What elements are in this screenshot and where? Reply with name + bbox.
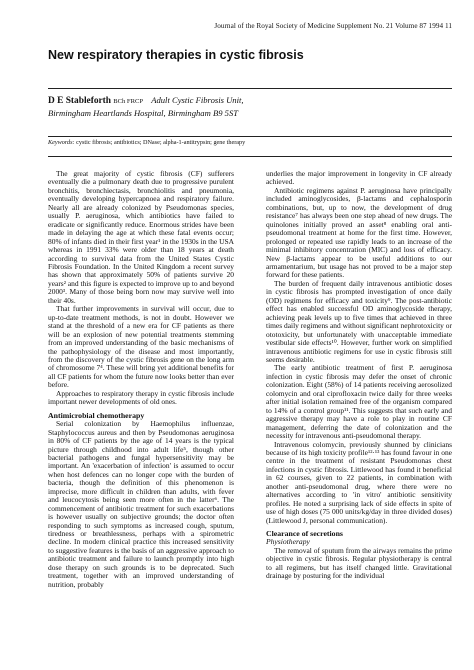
article-title: New respiratory therapies in cystic fibrosis [48,48,304,62]
left-paragraph-1: The great majority of cystic fibrosis (CF) sufferers eventually die a pulmonary death due to progressive purulent bronchitis, bronchiectasis, bronchiolitis and pneumonia, eventually developing hypercapnoea and respiratory failure. Nearly all are already colonized by Pseudomonas species, usually P. aeruginosa, which antibiotics have failed to eradicate or significantly reduce. Enormous strides have been made in delaying the age at which these fatal events occur; 80% of infants died in their first year¹ in the 1930s in the USA whereas in 1991 33% were older than 18 years at death according to survival data from the United States Cystic Fibrosis Foundation. In the United Kingdom a recent survey has shown that approximately 50% of patients survive 20 years² and this figure is expected to improve up to and beyond 2000³. Many of those being born now may survive well into their 40s. [48,169,234,305]
subsection-heading-physiotherapy: Physiotherapy [266,537,310,547]
divider-top [48,88,452,89]
author-qualifications: BCh FRCP [113,98,144,105]
right-paragraph-2: Antibiotic regimens against P. aeruginosa have principally included aminoglycosides, β-lactams and cephalosporin combinations, but, up to now, the development of drug resistance⁷ has always been one step ahead of new drugs. The quinolones initially proved an asset⁸ enabling oral anti-pseudomonal treatment at home for the first time. However, prolonged or repeated use rapidly leads to an increase of the minimal inhibitory concentration (MIC) and loss of efficacy. New β-lactams appear to be useful additions to our armamentarium, but usage has not proved to be a major step forward for these patients. [266,185,452,280]
right-paragraph-5: Intravenous colomycin, previously shunned by clinicians because of its high toxicity profile¹²·¹³ has found favour in one centre in the treatment of resistant Pseudomonas chest infections in cystic fibrosis. Littlewood has found it beneficial in 62 courses, given to 22 patients, in combination with another anti-pseudomonal drug, where there were no alternatives according to 'in vitro' antibiotic sensitivity profiles. He noted a surprising lack of side effects in spite of use of high doses (75 000 units/kg/day in three divided doses) (Littlewood J, personal communication). [266,439,452,525]
right-paragraph-3: The burden of frequent daily intravenous antibiotic doses in cystic fibrosis has prompted investigation of once daily (OD) regimens for efficacy and toxicity⁹. The post-antibiotic effect has enabled successful OD aminoglycoside therapy, achieving peak levels up to five times that achieved in three times daily regimens and without significant nephrotoxicity or ototoxicity, but unfortunately with unacceptable immediate vestibular side effects¹⁰. However, further work on simplified intravenous antibiotic regimens for use in cystic fibrosis still seems desirable. [266,278,452,364]
body-column-left [48,170,234,589]
keywords-label: Keywords: [48,139,75,146]
keywords-line [48,139,245,146]
body-column-right [266,170,452,581]
author-name: D E Stableforth [48,96,112,106]
left-paragraph-4: Serial colonization by Haemophilus influenzae, Staphylococcus aureus and then by Pseudomonas aeruginosa in 80% of CF patients by the age of 14 years is the typical picture through childhood into adult life⁵, though other bacterial pathogens and fungal hypersensitivity may be important. An 'exacerbation of infection' is assumed to occur when host defences can no longer cope with the burden of bacteria, though the definition of this phenomenon is imprecise, more difficult in children than adults, with fever and leucocytosis being seen more often in the latter⁶. The commencement of antibiotic treatment for such exacerbations is however usually on subjective grounds; the doctor often responding to such symptoms as increased cough, sputum, tiredness or breathlessness, perhaps with a spirometric decline. In modern clinical practice this increased sensitivity to suggestive features is the basis of an aggressive approach to antibiotic treatment and failure to launch promptly into high dose therapy on such grounds is to be deprecated. Such treatment, together with an improved understanding of nutrition, probably [48,419,234,589]
right-paragraph-1: underlies the major improvement in longevity in CF already achieved. [266,169,452,187]
running-head: Journal of the Royal Society of Medicine Supplement No. 21 Volume 87 1994 11 [214,22,452,30]
section-heading-antimicrobial: Antimicrobial chemotherapy [48,410,145,420]
affiliation-line-2: Birmingham Heartlands Hospital, Birmingham B9 5ST [48,107,239,118]
keywords-list: cystic fibrosis; antibiotics; DNase; alpha-1-antitrypsin; gene therapy [76,139,246,146]
author-block [48,95,244,119]
right-paragraph-6: The removal of sputum from the airways remains the prime objective in cystic fibrosis. Regular physiotherapy is central to all regimens, but has itself changed little. Gravitational drainage by posturing for the individual [266,545,452,581]
left-paragraph-2: That further improvements in survival will occur, due to up-to-date treatment methods, is not in doubt. However we stand at the threshold of a new era for CF patients as there will be an explosion of new potential treatments stemming from an improved understanding of the basic mechanisms of the pathophysiology of the disease and most importantly, from the discovery of the cystic fibrosis gene on the long arm of chromosome 7⁴. These will bring yet additional benefits for all CF patients for whom the future now looks better than ever before. [48,304,234,390]
right-paragraph-4: The early antibiotic treatment of first P. aeruginosa infection in cystic fibrosis may defer the onset of chronic colonization. Eight (58%) of 14 patients receiving aerosolized colomycin and oral ciprofloxacin twice daily for three weeks after initial isolation remained free of the organism compared to 14% of a control group¹¹. This suggests that such early and aggressive therapy may have a role to play in routine CF management, deferring the date of colonization and the necessity for intravenous anti-pseudomonal therapy. [266,363,452,441]
section-heading-clearance: Clearance of secretions [266,529,343,539]
divider-keywords-top [48,136,452,137]
affiliation-line-1: Adult Cystic Fibrosis Unit, [151,95,244,105]
divider-keywords-bottom [48,156,452,157]
left-paragraph-3: Approaches to respiratory therapy in cystic fibrosis include important newer developments of old ones. [48,388,234,407]
